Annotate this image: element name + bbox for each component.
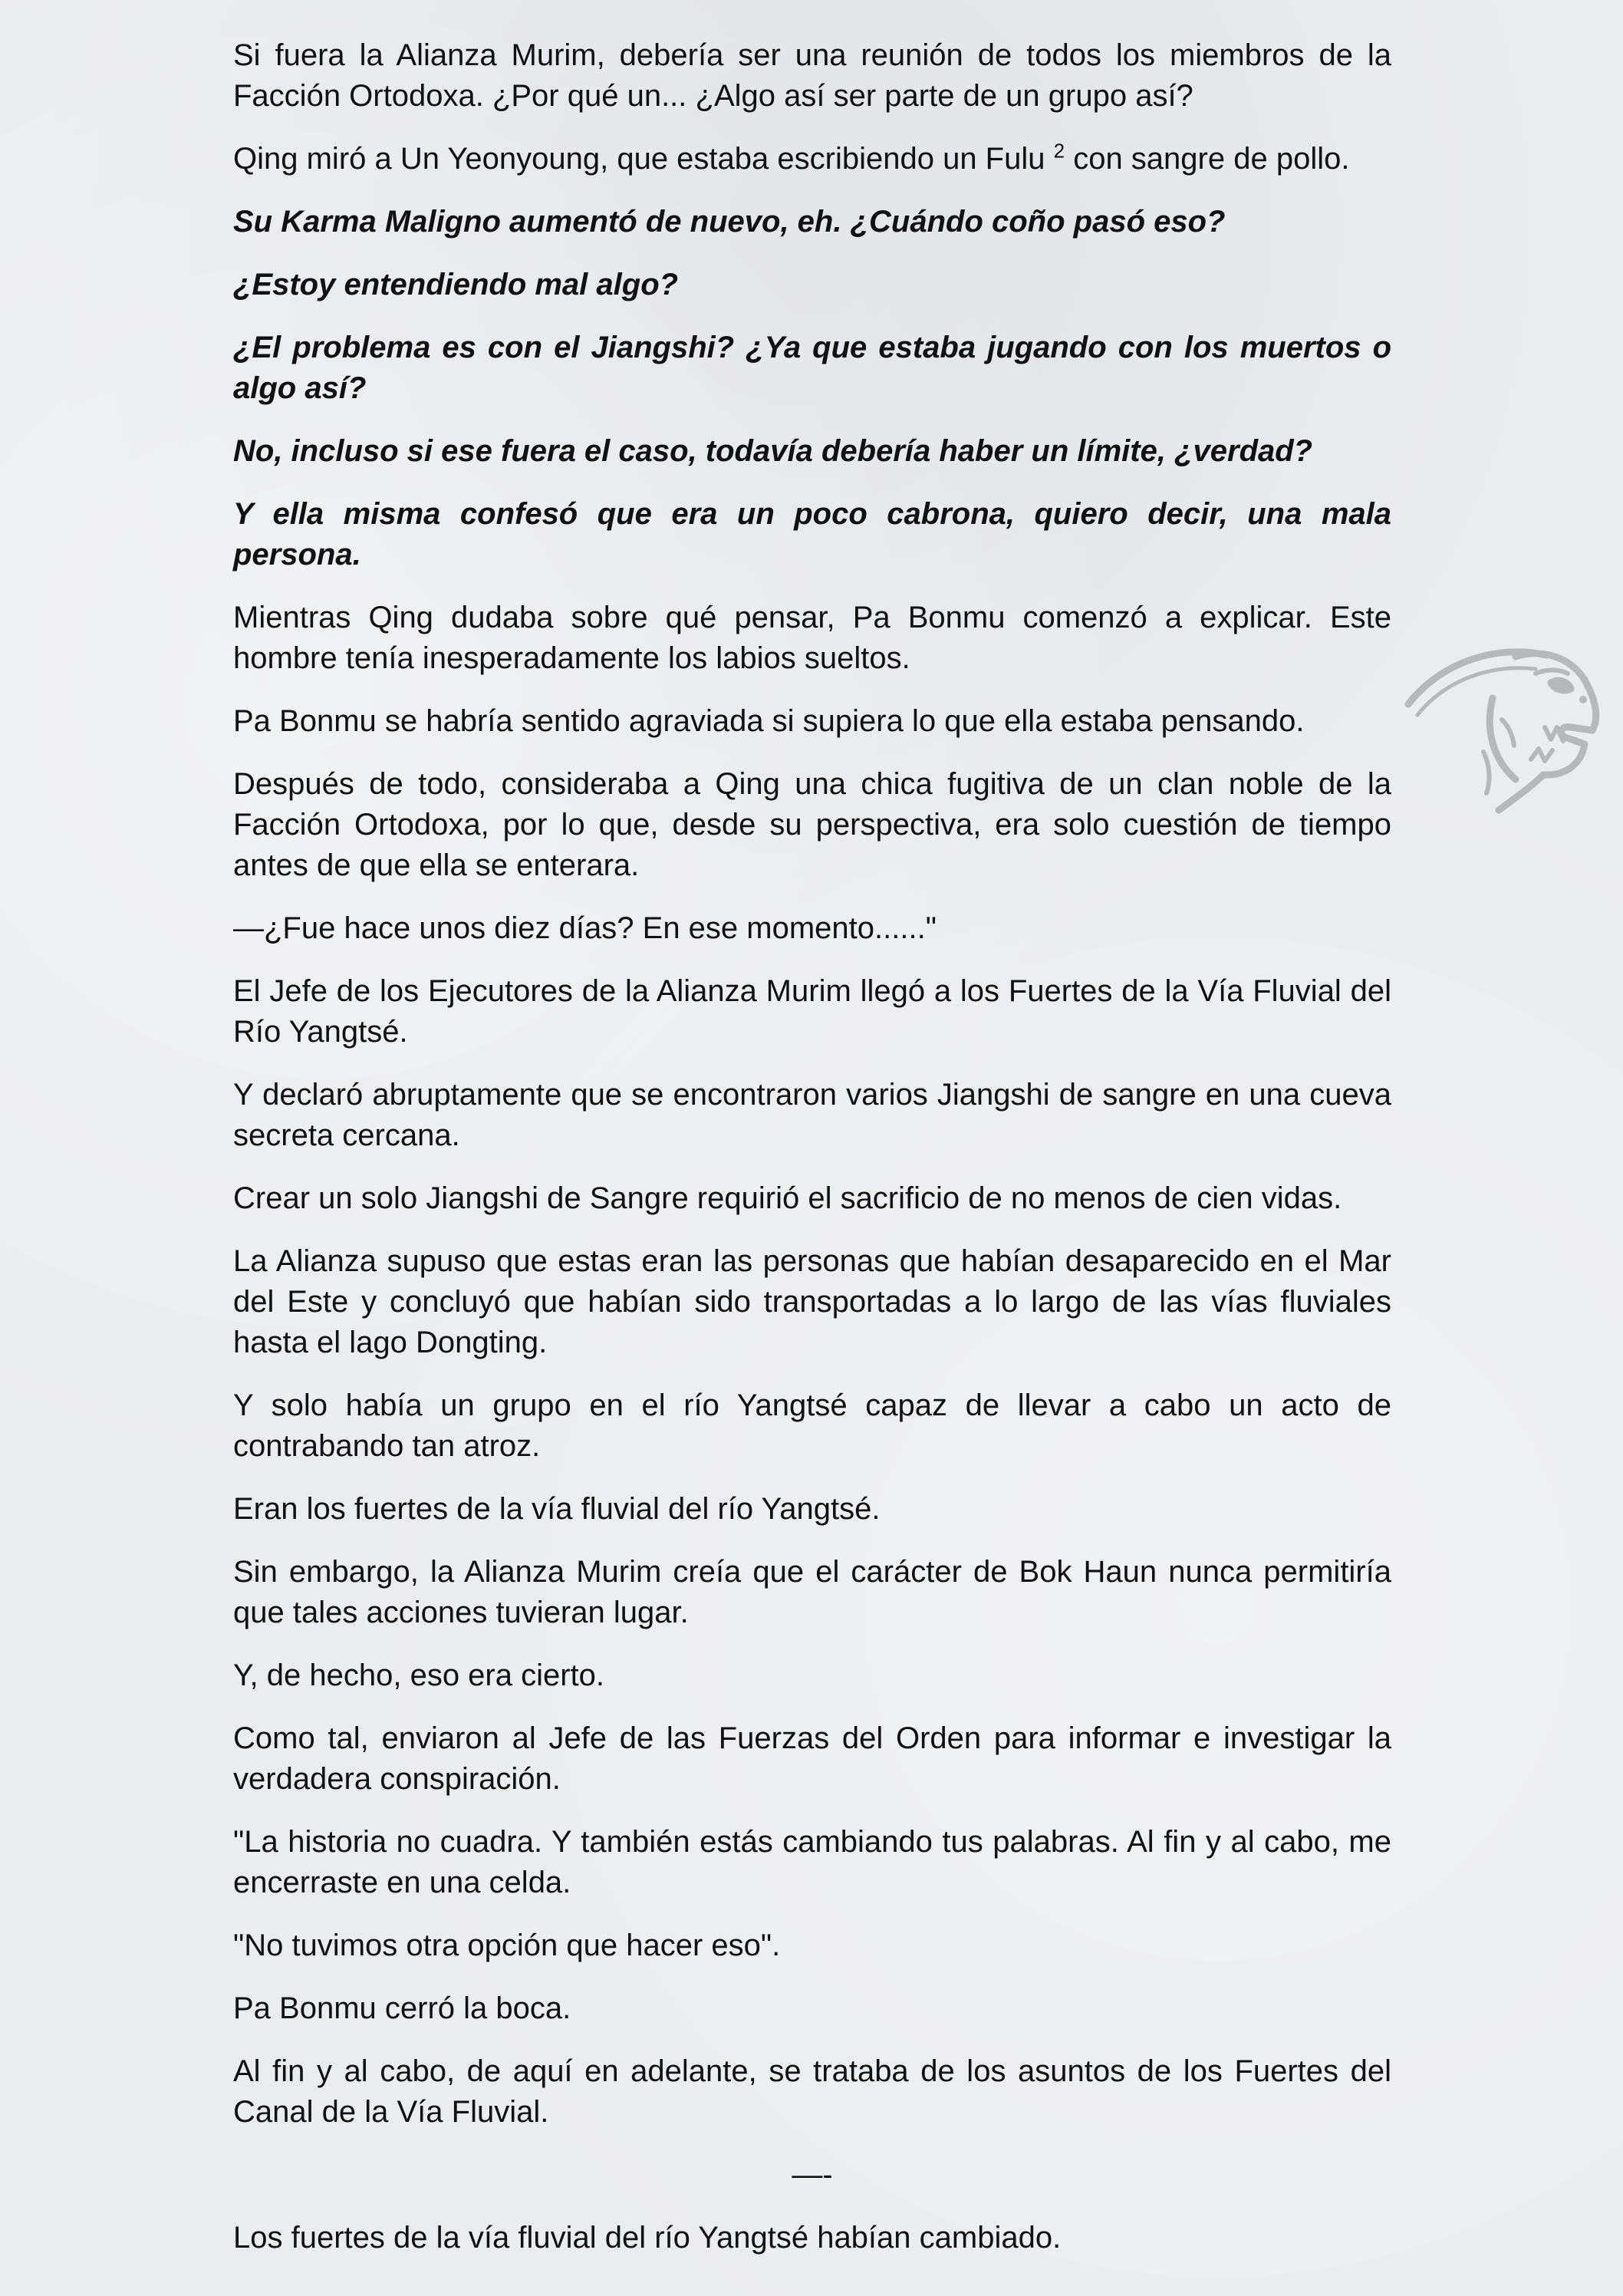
paragraph-9: Pa Bonmu se habría sentido agraviada si supiera lo que ella estaba pensando. [233,704,1305,738]
paragraph-14: Crear un solo Jiangshi de Sangre requirió el sacrificio de no menos de cien vidas. [233,1181,1342,1215]
final-paragraph: Los fuertes de la vía fluvial del río Yangtsé habían cambiado. [233,2221,1062,2255]
scene-separator: —- [792,2158,833,2192]
paragraph-22: "No tuvimos otra opción que hacer eso". [233,1929,781,1962]
document-body [233,35,1391,2281]
paragraph-16: Y solo había un grupo en el río Yangtsé capaz de llevar a cabo un acto de contrabando tan atroz. [233,1388,1391,1463]
paragraph-1: Si fuera la Alianza Murim, debería ser una reunión de todos los miembros de la Facción Ortodoxa. ¿Por qué un... ¿Algo así ser parte de un grupo así? [233,38,1391,113]
paragraph-10: Después de todo, consideraba a Qing una chica fugitiva de un clan noble de la Facción Ortodoxa, por lo que, desde su perspectiva, era solo cuestión de tiempo antes de que ella se enterara. [233,767,1391,882]
paragraph-18: Sin embargo, la Alianza Murim creía que el carácter de Bok Haun nunca permitiría que tales acciones tuvieran lugar. [233,1555,1391,1629]
paragraph-2 [233,139,1391,180]
paragraph-13: Y declaró abruptamente que se encontraron varios Jiangshi de sangre en una cueva secreta cercana. [233,1078,1391,1152]
footnote-marker[interactable]: 2 [1053,139,1065,163]
paragraph-20: Como tal, enviaron al Jefe de las Fuerzas del Orden para informar e investigar la verdadera conspiración. [233,1721,1391,1796]
paragraph-2-text-end: con sangre de pollo. [1065,142,1350,176]
thought-paragraph-1: Su Karma Maligno aumentó de nuevo, eh. ¿Cuándo coño pasó eso? [233,205,1226,239]
thought-paragraph-5: Y ella misma confesó que era un poco cabrona, quiero decir, una mala persona. [233,497,1391,572]
paragraph-11: —¿Fue hace unos diez días? En ese momento......" [233,911,937,945]
thought-paragraph-4: No, incluso si ese fuera el caso, todavía debería haber un límite, ¿verdad? [233,434,1313,468]
paragraph-17: Eran los fuertes de la vía fluvial del río Yangtsé. [233,1492,881,1526]
paragraph-15: La Alianza supuso que estas eran las personas que habían desaparecido en el Mar del Este y concluyó que habían sido transportadas a lo largo de las vías fluviales hasta el lago Dongting. [233,1244,1391,1359]
thought-paragraph-2: ¿Estoy entendiendo mal algo? [233,268,679,301]
dinosaur-head-icon [1401,629,1608,828]
paragraph-24: Al fin y al cabo, de aquí en adelante, se trataba de los asuntos de los Fuertes del Canal de la Vía Fluvial. [233,2054,1391,2129]
paragraph-23: Pa Bonmu cerró la boca. [233,1991,571,2025]
paragraph-12: El Jefe de los Ejecutores de la Alianza Murim llegó a los Fuertes de la Vía Fluvial del Río Yangtsé. [233,974,1391,1049]
paragraph-2-text: Qing miró a Un Yeonyoung, que estaba escribiendo un Fulu [233,142,1054,176]
thought-paragraph-3: ¿El problema es con el Jiangshi? ¿Ya que estaba jugando con los muertos o algo así? [233,331,1391,405]
paragraph-21: "La historia no cuadra. Y también estás cambiando tus palabras. Al fin y al cabo, me encerraste en una celda. [233,1825,1391,1899]
paragraph-8: Mientras Qing dudaba sobre qué pensar, Pa Bonmu comenzó a explicar. Este hombre tenía inesperadamente los labios sueltos. [233,601,1391,675]
paragraph-19: Y, de hecho, eso era cierto. [233,1659,605,1692]
